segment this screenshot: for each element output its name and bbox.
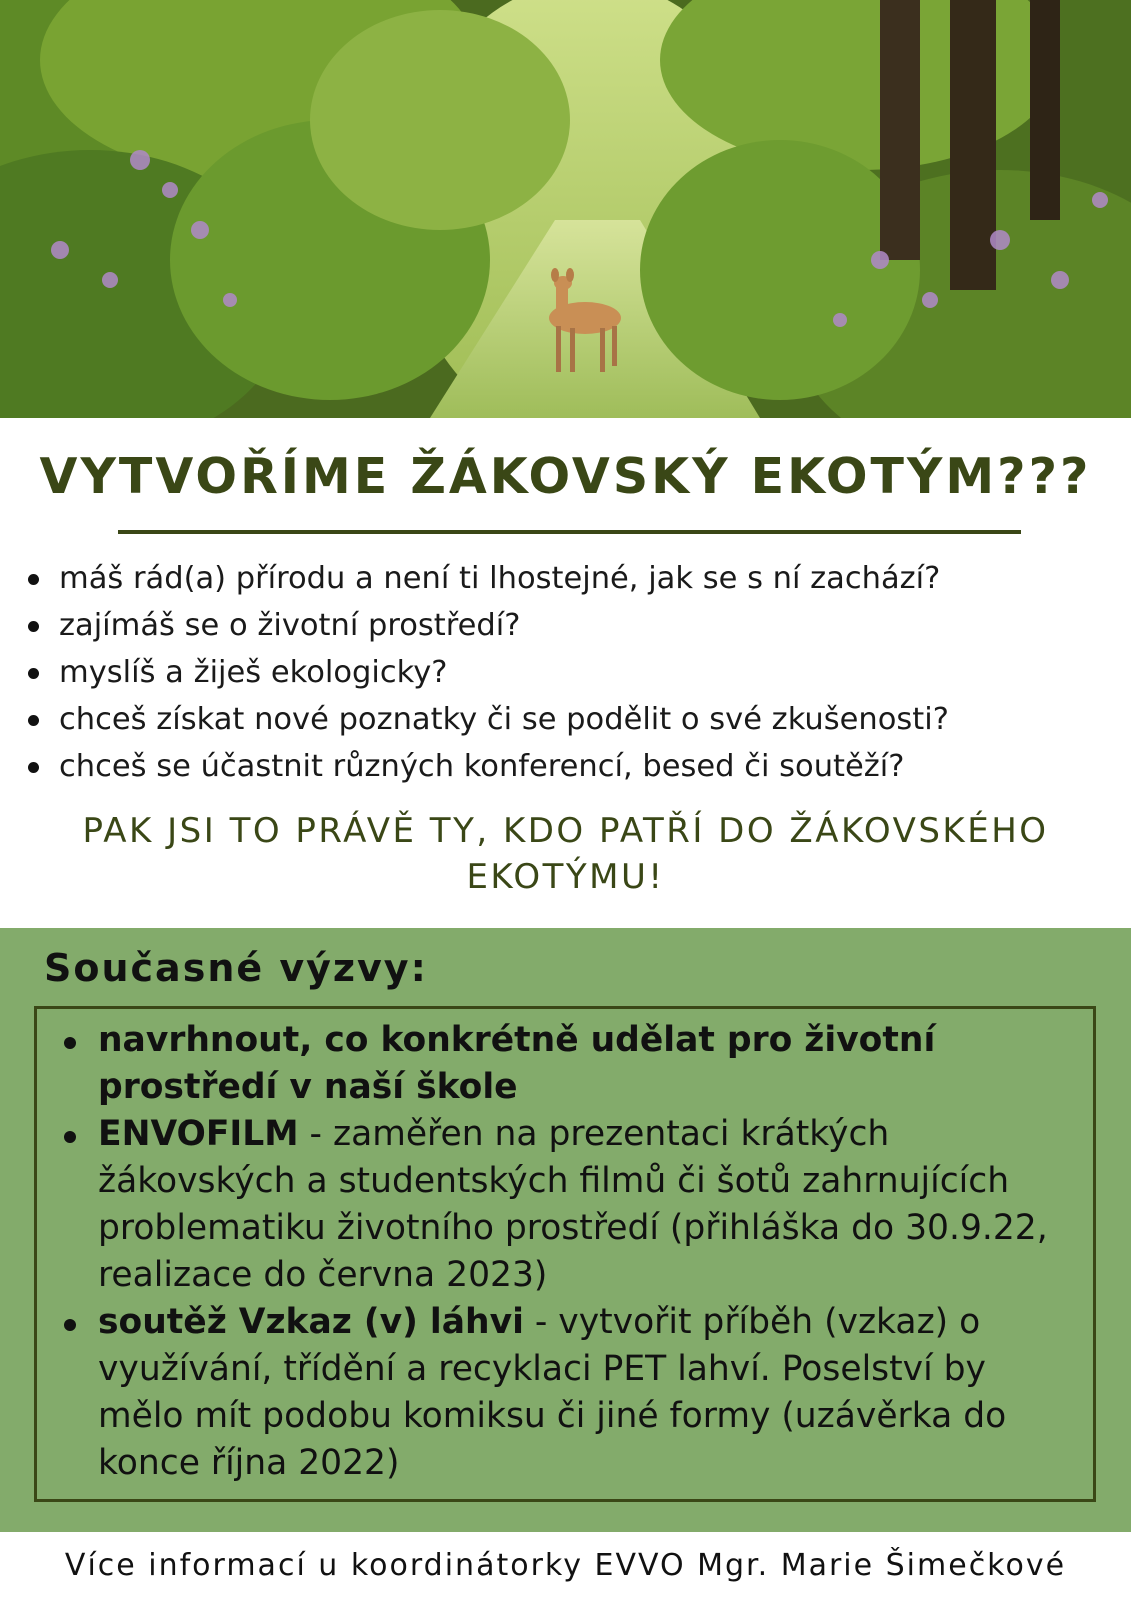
cta-line-2: EKOTÝMU! [466, 857, 665, 897]
list-item: zajímáš se o životní prostředí? [22, 602, 949, 649]
challenges-heading: Současné výzvy: [44, 946, 428, 990]
bullet-icon [64, 1037, 76, 1049]
question-list [22, 555, 949, 790]
bullet-icon [64, 1319, 76, 1331]
challenge-item: ENVOFILM - zaměřen na prezentaci krátkých žákovských a studentských filmů či šotů zahrnujících problematiku životního prostředí (přihláška do 30.9.22, realizace do června 2023) [60, 1111, 1070, 1299]
footer-contact: Více informací u koordinátorky EVVO Mgr. Marie Šimečkové [64, 1548, 1067, 1583]
forest-deer-illustration [0, 0, 1131, 418]
challenge-item: soutěž Vzkaz (v) láhvi - vytvořit příběh (vzkaz) o využívání, třídění a recyklaci PET lahví. Poselství by mělo mít podobu komiksu či jiné formy (uzávěrka do konce října 2022) [60, 1299, 1070, 1487]
bullet-icon [28, 621, 39, 632]
list-item: chceš získat nové poznatky či se podělit o své zkušenosti? [22, 696, 949, 743]
cta-line-1: PAK JSI TO PRÁVĚ TY, KDO PATŘÍ DO ŽÁKOVSKÉHO [82, 811, 1049, 851]
call-to-action [0, 808, 1131, 900]
challenge-item: navrhnout, co konkrétně udělat pro životní prostředí v naší škole [60, 1017, 1070, 1111]
list-item: myslíš a žiješ ekologicky? [22, 649, 949, 696]
list-item: chceš se účastnit různých konferencí, besed či soutěží? [22, 743, 949, 790]
bullet-icon [28, 715, 39, 726]
page-title: VYTVOŘÍME ŽÁKOVSKÝ EKOTÝM??? [39, 448, 1092, 505]
title-divider [118, 530, 1021, 534]
bullet-icon [28, 668, 39, 679]
hero-photo [0, 0, 1131, 418]
bullet-icon [64, 1131, 76, 1143]
list-item: máš rád(a) přírodu a není ti lhostejné, jak se s ní zachází? [22, 555, 949, 602]
challenge-list [60, 1017, 1070, 1487]
bullet-icon [28, 762, 39, 773]
bullet-icon [28, 574, 39, 585]
